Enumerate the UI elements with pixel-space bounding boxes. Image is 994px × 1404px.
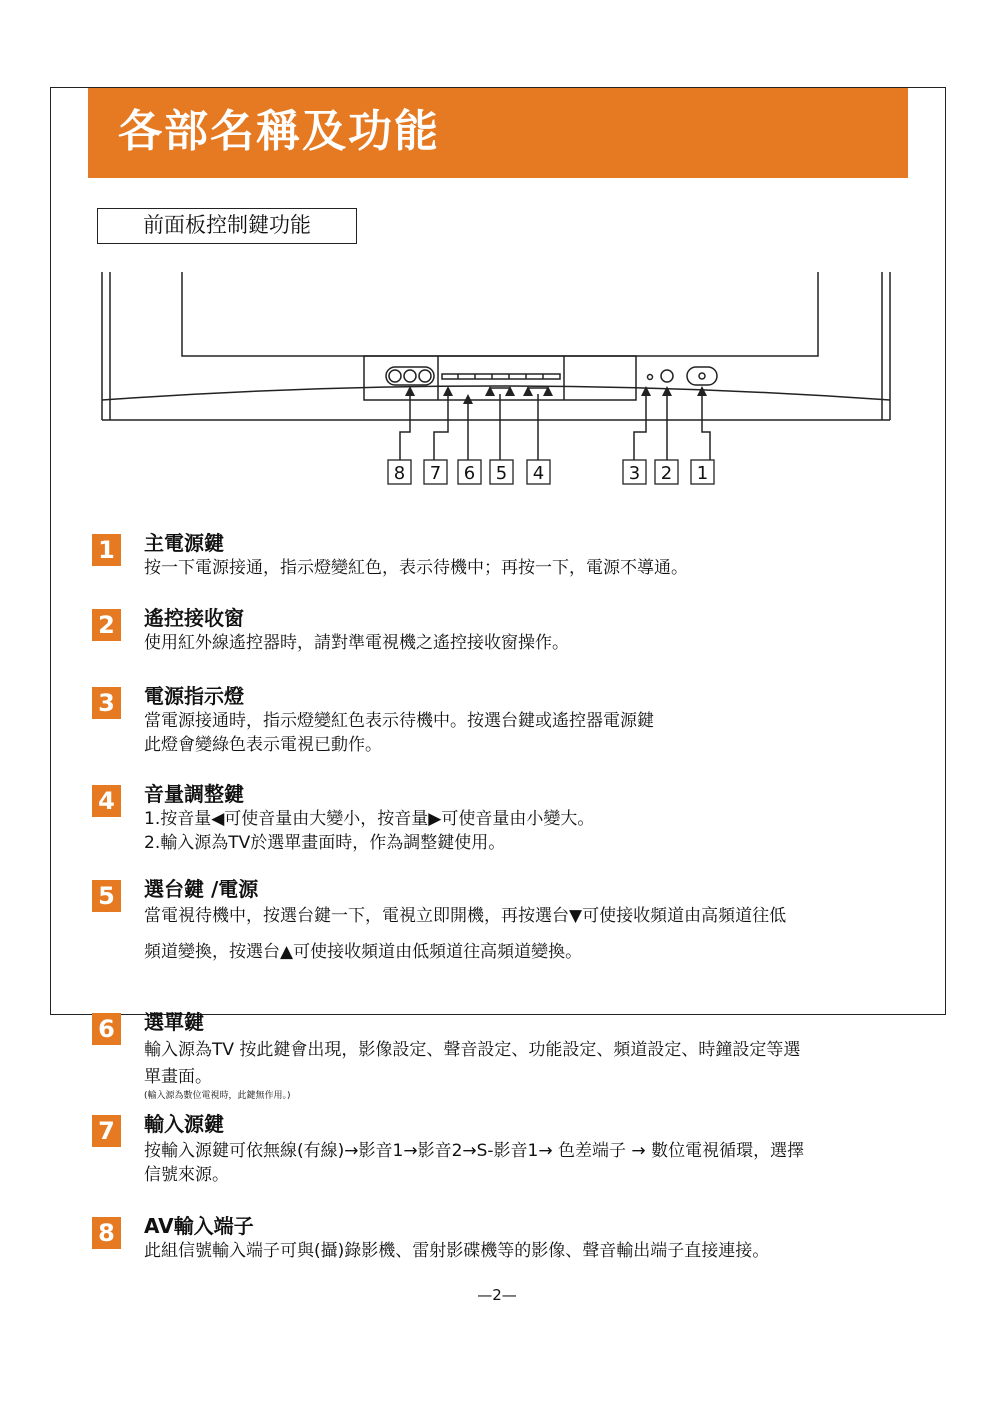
item-line: 單畫面。 [144, 1067, 212, 1087]
item-note: (輸入源為數位電視時，此鍵無作用。) [144, 1091, 291, 1101]
callout-1: 1 [696, 463, 709, 484]
callout-6: 6 [463, 463, 476, 484]
callout-7: 7 [429, 463, 442, 484]
item-title: 選單鍵 [144, 1010, 204, 1034]
item-title: 電源指示燈 [144, 684, 244, 708]
item-number-badge: 8 [92, 1217, 121, 1249]
item-line: 2.輸入源為TV於選單畫面時，作為調整鍵使用。 [144, 833, 506, 853]
item-description [144, 1139, 914, 1187]
item-line: 此燈會變綠色表示電視已動作。 [144, 735, 382, 755]
item-line: 當電源接通時，指示燈變紅色表示待機中。按選台鍵或遙控器電源鍵 [144, 711, 654, 731]
item-description [144, 631, 914, 655]
front-panel-diagram [90, 270, 900, 495]
item-line: 1.按音量◀可使音量由大變小，按音量▶可使音量由小變大。 [144, 809, 595, 829]
item-description [144, 807, 914, 855]
item-line: 輸入源為TV 按此鍵會出現，影像設定、聲音設定、功能設定、頻道設定、時鐘設定等選 [144, 1040, 801, 1060]
item-title: 選台鍵 /電源 [144, 877, 259, 901]
item-title: AV輸入端子 [144, 1214, 254, 1238]
callout-3: 3 [628, 463, 641, 484]
item-number-badge: 3 [92, 687, 121, 719]
title-banner [88, 88, 908, 178]
item-number-badge: 2 [92, 609, 121, 641]
item-line: 頻道變換，按選台▲可使接收頻道由低頻道往高頻道變換。 [144, 942, 583, 962]
page-number: —2— [477, 1286, 517, 1304]
item-title: 音量調整鍵 [144, 782, 244, 806]
item-title: 主電源鍵 [144, 531, 224, 555]
item-number-badge: 6 [92, 1013, 121, 1045]
item-line: 此組信號輸入端子可與(攝)錄影機、雷射影碟機等的影像、聲音輸出端子直接連接。 [144, 1241, 770, 1261]
section-heading: 前面板控制鍵功能 [97, 208, 357, 244]
callout-8: 8 [393, 463, 406, 484]
item-line: 信號來源。 [144, 1165, 229, 1185]
item-number-badge: 5 [92, 880, 121, 912]
callout-2: 2 [660, 463, 673, 484]
item-title: 遙控接收窗 [144, 606, 244, 630]
item-description [144, 1035, 914, 1103]
callout-5: 5 [495, 463, 508, 484]
item-line: 使用紅外線遙控器時，請對準電視機之遙控接收窗操作。 [144, 633, 569, 653]
item-number-badge: 1 [92, 534, 121, 566]
page-title: 各部名稱及功能 [118, 106, 440, 157]
item-number-badge: 7 [92, 1115, 121, 1147]
item-description [144, 898, 914, 970]
item-title: 輸入源鍵 [144, 1112, 224, 1136]
callout-4: 4 [532, 463, 545, 484]
item-description [144, 709, 914, 757]
item-line: 按輸入源鍵可依無線(有線)→影音1→影音2→S-影音1→ 色差端子 → 數位電視循環，選擇 [144, 1141, 805, 1161]
item-line: 按一下電源接通，指示燈變紅色，表示待機中；再按一下，電源不導通。 [144, 558, 688, 578]
item-number-badge: 4 [92, 785, 121, 817]
item-line: 當電視待機中，按選台鍵一下，電視立即開機，再按選台▼可使接收頻道由高頻道往低 [144, 906, 787, 926]
item-description [144, 556, 914, 580]
item-description [144, 1239, 914, 1263]
